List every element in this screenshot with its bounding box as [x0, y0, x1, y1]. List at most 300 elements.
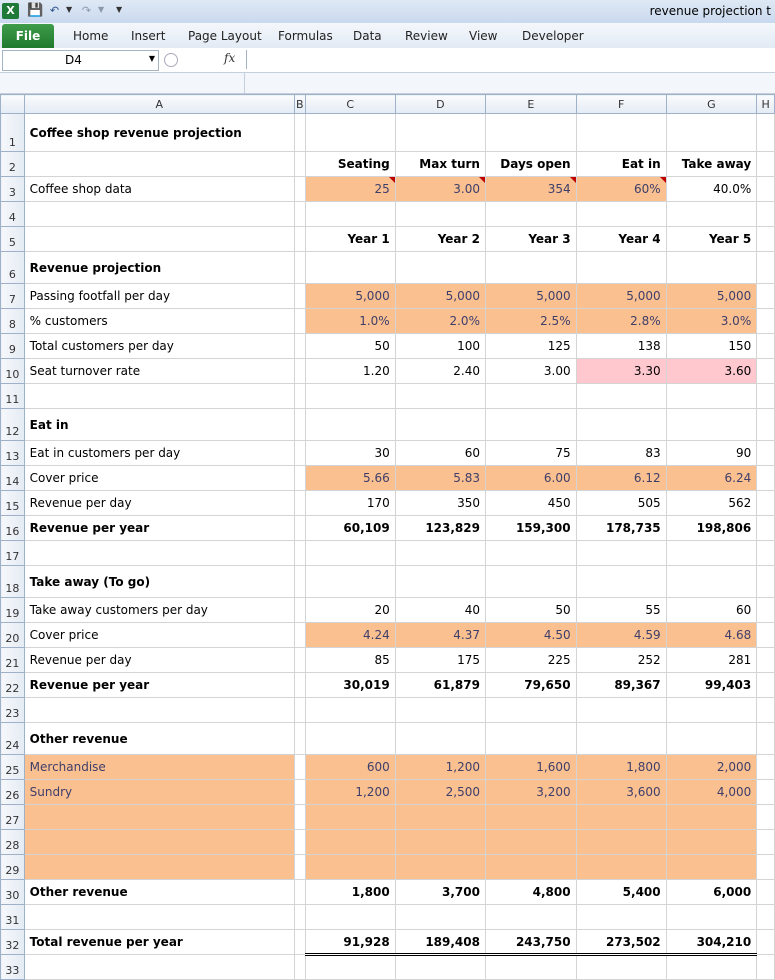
input-cell[interactable]: [666, 805, 757, 830]
value-cell[interactable]: 75: [485, 441, 576, 466]
cell[interactable]: [294, 905, 305, 930]
cell[interactable]: [576, 114, 666, 152]
cell[interactable]: [24, 905, 294, 930]
input-cell[interactable]: 4.37: [395, 623, 485, 648]
cell[interactable]: [305, 723, 395, 755]
cell[interactable]: [757, 227, 775, 252]
input-cell[interactable]: 2,500: [395, 780, 485, 805]
input-cell[interactable]: [305, 805, 395, 830]
cell[interactable]: [24, 955, 294, 980]
cell[interactable]: [757, 855, 775, 880]
total-cell[interactable]: 178,735: [576, 516, 666, 541]
cell[interactable]: [576, 698, 666, 723]
cell[interactable]: [485, 723, 576, 755]
input-cell[interactable]: 3,600: [576, 780, 666, 805]
value-cell[interactable]: 125: [485, 334, 576, 359]
cell[interactable]: [666, 114, 757, 152]
column-header-e[interactable]: E: [485, 95, 576, 114]
total-cell[interactable]: 1,800: [305, 880, 395, 905]
tab-view[interactable]: View: [469, 29, 498, 43]
cell[interactable]: [294, 623, 305, 648]
cell[interactable]: [24, 227, 294, 252]
resize-handle-icon[interactable]: [164, 53, 178, 67]
cell[interactable]: [576, 409, 666, 441]
input-cell[interactable]: [666, 830, 757, 855]
header-take-away[interactable]: Take away: [666, 152, 757, 177]
cell[interactable]: [305, 566, 395, 598]
total-cell[interactable]: 159,300: [485, 516, 576, 541]
cell[interactable]: [395, 566, 485, 598]
input-cell[interactable]: 4.59: [576, 623, 666, 648]
row-header[interactable]: 26: [1, 780, 25, 805]
row-label[interactable]: Revenue per year: [24, 673, 294, 698]
input-cell[interactable]: 1,200: [395, 755, 485, 780]
redo-dropdown-icon[interactable]: ▼: [98, 5, 105, 14]
column-header-a[interactable]: A: [24, 95, 294, 114]
cell[interactable]: [757, 334, 775, 359]
input-cell[interactable]: 5,000: [485, 284, 576, 309]
value-cell[interactable]: 350: [395, 491, 485, 516]
value-cell[interactable]: 60: [666, 598, 757, 623]
cell[interactable]: [757, 830, 775, 855]
row-header[interactable]: 33: [1, 955, 25, 980]
cell[interactable]: [757, 805, 775, 830]
cell[interactable]: [485, 566, 576, 598]
section-heading[interactable]: Revenue projection: [24, 252, 294, 284]
row-header[interactable]: 9: [1, 334, 25, 359]
row-header[interactable]: 13: [1, 441, 25, 466]
total-cell[interactable]: 123,829: [395, 516, 485, 541]
cell[interactable]: [294, 491, 305, 516]
value-cell[interactable]: 40: [395, 598, 485, 623]
input-cell[interactable]: 4.68: [666, 623, 757, 648]
cell[interactable]: [757, 598, 775, 623]
input-cell[interactable]: 2.8%: [576, 309, 666, 334]
row-header[interactable]: 10: [1, 359, 25, 384]
section-heading[interactable]: Other revenue: [24, 723, 294, 755]
row-header[interactable]: 27: [1, 805, 25, 830]
value-cell[interactable]: 100: [395, 334, 485, 359]
value-cell[interactable]: 225: [485, 648, 576, 673]
value-cell[interactable]: 562: [666, 491, 757, 516]
cell[interactable]: [485, 955, 576, 980]
cell[interactable]: [294, 805, 305, 830]
input-cell[interactable]: 5,000: [576, 284, 666, 309]
cell[interactable]: [666, 409, 757, 441]
total-cell[interactable]: 4,800: [485, 880, 576, 905]
tab-file[interactable]: File: [2, 24, 54, 48]
cell[interactable]: [666, 905, 757, 930]
row-header[interactable]: 29: [1, 855, 25, 880]
input-cell[interactable]: [395, 855, 485, 880]
row-label[interactable]: Revenue per year: [24, 516, 294, 541]
row-header[interactable]: 17: [1, 541, 25, 566]
cell[interactable]: [294, 441, 305, 466]
value-cell[interactable]: 505: [576, 491, 666, 516]
value-cell[interactable]: 40.0%: [666, 177, 757, 202]
cell[interactable]: [757, 541, 775, 566]
tab-data[interactable]: Data: [353, 29, 382, 43]
column-header-h[interactable]: H: [757, 95, 775, 114]
value-cell[interactable]: 1.20: [305, 359, 395, 384]
input-cell[interactable]: 4.50: [485, 623, 576, 648]
cell[interactable]: [395, 409, 485, 441]
input-cell[interactable]: 5,000: [666, 284, 757, 309]
cell[interactable]: [757, 648, 775, 673]
total-cell[interactable]: 6,000: [666, 880, 757, 905]
input-cell[interactable]: 5.83: [395, 466, 485, 491]
name-box-dropdown-icon[interactable]: ▼: [148, 54, 155, 63]
cell[interactable]: [576, 202, 666, 227]
tab-developer[interactable]: Developer: [522, 29, 584, 43]
cell[interactable]: [305, 955, 395, 980]
value-cell[interactable]: 85: [305, 648, 395, 673]
cell[interactable]: [305, 698, 395, 723]
input-cell[interactable]: 2.0%: [395, 309, 485, 334]
input-cell[interactable]: [395, 805, 485, 830]
value-cell[interactable]: 450: [485, 491, 576, 516]
cell[interactable]: [395, 698, 485, 723]
row-header[interactable]: 15: [1, 491, 25, 516]
cell[interactable]: [294, 780, 305, 805]
header-seating[interactable]: Seating: [305, 152, 395, 177]
total-cell[interactable]: 99,403: [666, 673, 757, 698]
row-header[interactable]: 12: [1, 409, 25, 441]
row-label[interactable]: Eat in customers per day: [24, 441, 294, 466]
tab-page-layout[interactable]: Page Layout: [188, 29, 262, 43]
formula-input[interactable]: [246, 50, 774, 69]
row-header[interactable]: 22: [1, 673, 25, 698]
cell[interactable]: [666, 252, 757, 284]
total-cell[interactable]: 5,400: [576, 880, 666, 905]
cell[interactable]: [294, 855, 305, 880]
cell[interactable]: [666, 723, 757, 755]
total-cell[interactable]: 60,109: [305, 516, 395, 541]
cell[interactable]: [294, 880, 305, 905]
row-header[interactable]: 25: [1, 755, 25, 780]
grand-total-cell[interactable]: 243,750: [485, 930, 576, 955]
input-cell[interactable]: 5.66: [305, 466, 395, 491]
cell[interactable]: [485, 409, 576, 441]
cell[interactable]: [485, 905, 576, 930]
cell[interactable]: [757, 755, 775, 780]
grand-total-cell[interactable]: 91,928: [305, 930, 395, 955]
input-cell[interactable]: [485, 855, 576, 880]
value-cell[interactable]: 175: [395, 648, 485, 673]
row-header[interactable]: 3: [1, 177, 25, 202]
cell[interactable]: [757, 930, 775, 955]
row-label[interactable]: Revenue per day: [24, 491, 294, 516]
input-cell[interactable]: 5,000: [395, 284, 485, 309]
row-header[interactable]: 18: [1, 566, 25, 598]
cell[interactable]: [666, 202, 757, 227]
cell[interactable]: [294, 830, 305, 855]
input-label[interactable]: [24, 805, 294, 830]
value-cell[interactable]: 252: [576, 648, 666, 673]
cell[interactable]: [757, 384, 775, 409]
input-cell[interactable]: [485, 805, 576, 830]
cell[interactable]: [395, 114, 485, 152]
value-cell[interactable]: 60: [395, 441, 485, 466]
cell[interactable]: [294, 359, 305, 384]
cell[interactable]: [294, 698, 305, 723]
cell[interactable]: [294, 309, 305, 334]
row-label[interactable]: Revenue per day: [24, 648, 294, 673]
input-cell[interactable]: 4.24: [305, 623, 395, 648]
year-header[interactable]: Year 2: [395, 227, 485, 252]
cell[interactable]: [294, 334, 305, 359]
value-cell[interactable]: 281: [666, 648, 757, 673]
row-header[interactable]: 5: [1, 227, 25, 252]
column-header-f[interactable]: F: [576, 95, 666, 114]
input-cell[interactable]: [485, 830, 576, 855]
cell[interactable]: [305, 114, 395, 152]
grand-total-cell[interactable]: 304,210: [666, 930, 757, 955]
header-eat-in[interactable]: Eat in: [576, 152, 666, 177]
row-header[interactable]: 30: [1, 880, 25, 905]
cell[interactable]: [294, 177, 305, 202]
cell[interactable]: [757, 955, 775, 980]
cell[interactable]: [395, 723, 485, 755]
cell[interactable]: [576, 723, 666, 755]
row-header[interactable]: 24: [1, 723, 25, 755]
cell[interactable]: [294, 598, 305, 623]
total-cell[interactable]: 89,367: [576, 673, 666, 698]
row-header[interactable]: 21: [1, 648, 25, 673]
column-header-d[interactable]: D: [395, 95, 485, 114]
cell[interactable]: [395, 955, 485, 980]
column-header-b[interactable]: B: [294, 95, 305, 114]
insert-function-icon[interactable]: fx: [224, 51, 236, 65]
tab-home[interactable]: Home: [73, 29, 109, 43]
cell[interactable]: [485, 114, 576, 152]
cell[interactable]: [757, 623, 775, 648]
input-cell[interactable]: 60%: [576, 177, 666, 202]
row-label[interactable]: Take away customers per day: [24, 598, 294, 623]
input-cell[interactable]: 6.00: [485, 466, 576, 491]
input-label[interactable]: [24, 830, 294, 855]
row-label[interactable]: % customers: [24, 309, 294, 334]
row-label[interactable]: Passing footfall per day: [24, 284, 294, 309]
section-heading[interactable]: Take away (To go): [24, 566, 294, 598]
cell[interactable]: [395, 384, 485, 409]
year-header[interactable]: Year 3: [485, 227, 576, 252]
cell[interactable]: [666, 698, 757, 723]
total-cell[interactable]: 61,879: [395, 673, 485, 698]
undo-dropdown-icon[interactable]: ▼: [66, 5, 73, 14]
input-cell[interactable]: [576, 830, 666, 855]
cell[interactable]: [757, 466, 775, 491]
cell[interactable]: [294, 541, 305, 566]
row-header[interactable]: 20: [1, 623, 25, 648]
input-cell[interactable]: 5,000: [305, 284, 395, 309]
cell[interactable]: [666, 955, 757, 980]
save-icon[interactable]: 💾: [27, 3, 44, 18]
cell[interactable]: [576, 541, 666, 566]
cell[interactable]: [294, 114, 305, 152]
cell[interactable]: [757, 441, 775, 466]
row-header[interactable]: 6: [1, 252, 25, 284]
input-cell[interactable]: [395, 830, 485, 855]
cell[interactable]: [576, 955, 666, 980]
cell[interactable]: [485, 202, 576, 227]
cell[interactable]: [24, 384, 294, 409]
input-cell[interactable]: 3,200: [485, 780, 576, 805]
cell[interactable]: [576, 566, 666, 598]
year-header[interactable]: Year 5: [666, 227, 757, 252]
cell[interactable]: [294, 409, 305, 441]
input-cell[interactable]: [666, 855, 757, 880]
input-cell[interactable]: 4,000: [666, 780, 757, 805]
undo-icon[interactable]: ↶: [49, 4, 60, 17]
cell[interactable]: [305, 541, 395, 566]
row-header[interactable]: 1: [1, 114, 25, 152]
row-label[interactable]: Cover price: [24, 466, 294, 491]
value-cell[interactable]: 170: [305, 491, 395, 516]
value-cell[interactable]: 3.00: [485, 359, 576, 384]
input-cell[interactable]: 2,000: [666, 755, 757, 780]
value-cell[interactable]: 30: [305, 441, 395, 466]
cell[interactable]: [757, 309, 775, 334]
cell[interactable]: [757, 284, 775, 309]
cell[interactable]: [757, 516, 775, 541]
input-cell[interactable]: 1.0%: [305, 309, 395, 334]
cell[interactable]: [294, 384, 305, 409]
redo-icon[interactable]: ↷: [81, 4, 92, 17]
cell[interactable]: [666, 384, 757, 409]
row-header[interactable]: 11: [1, 384, 25, 409]
customize-toolbar-icon[interactable]: ▼: [116, 5, 123, 14]
input-cell[interactable]: [576, 805, 666, 830]
cell[interactable]: [576, 384, 666, 409]
value-cell[interactable]: 55: [576, 598, 666, 623]
cell[interactable]: [757, 177, 775, 202]
cell[interactable]: [294, 930, 305, 955]
input-cell[interactable]: 3.00: [395, 177, 485, 202]
cell[interactable]: [757, 566, 775, 598]
row-header[interactable]: 19: [1, 598, 25, 623]
input-cell[interactable]: 1,600: [485, 755, 576, 780]
select-all-corner[interactable]: [1, 95, 25, 114]
input-cell[interactable]: [305, 855, 395, 880]
column-header-c[interactable]: C: [305, 95, 395, 114]
row-label[interactable]: Coffee shop data: [24, 177, 294, 202]
input-cell[interactable]: 6.12: [576, 466, 666, 491]
warning-cell[interactable]: 3.60: [666, 359, 757, 384]
row-header[interactable]: 14: [1, 466, 25, 491]
name-box[interactable]: [2, 50, 159, 71]
row-header[interactable]: 16: [1, 516, 25, 541]
cell[interactable]: [576, 252, 666, 284]
cell[interactable]: [24, 152, 294, 177]
row-header[interactable]: 8: [1, 309, 25, 334]
cell[interactable]: [294, 755, 305, 780]
input-cell[interactable]: 3.0%: [666, 309, 757, 334]
year-header[interactable]: Year 4: [576, 227, 666, 252]
cell[interactable]: [666, 541, 757, 566]
total-cell[interactable]: 3,700: [395, 880, 485, 905]
input-cell[interactable]: 1,800: [576, 755, 666, 780]
cell[interactable]: [485, 541, 576, 566]
cell[interactable]: [24, 541, 294, 566]
sheet-title[interactable]: Coffee shop revenue projection: [24, 114, 294, 152]
total-cell[interactable]: 198,806: [666, 516, 757, 541]
row-label[interactable]: Other revenue: [24, 880, 294, 905]
column-header-g[interactable]: G: [666, 95, 757, 114]
grand-total-cell[interactable]: 273,502: [576, 930, 666, 955]
cell[interactable]: [305, 905, 395, 930]
cell[interactable]: [757, 409, 775, 441]
cell[interactable]: [24, 698, 294, 723]
cell[interactable]: [24, 202, 294, 227]
cell[interactable]: [294, 284, 305, 309]
row-header[interactable]: 23: [1, 698, 25, 723]
row-label[interactable]: Cover price: [24, 623, 294, 648]
cell[interactable]: [757, 152, 775, 177]
cell[interactable]: [294, 673, 305, 698]
row-header[interactable]: 32: [1, 930, 25, 955]
selected-cell[interactable]: [395, 202, 485, 227]
row-label[interactable]: Seat turnover rate: [24, 359, 294, 384]
value-cell[interactable]: 2.40: [395, 359, 485, 384]
input-cell[interactable]: 354: [485, 177, 576, 202]
cell[interactable]: [757, 723, 775, 755]
cell[interactable]: [757, 202, 775, 227]
cell[interactable]: [294, 723, 305, 755]
warning-cell[interactable]: 3.30: [576, 359, 666, 384]
cell[interactable]: [294, 955, 305, 980]
value-cell[interactable]: 138: [576, 334, 666, 359]
value-cell[interactable]: 90: [666, 441, 757, 466]
input-label[interactable]: [24, 855, 294, 880]
section-heading[interactable]: Eat in: [24, 409, 294, 441]
input-cell[interactable]: 1,200: [305, 780, 395, 805]
cell[interactable]: [757, 780, 775, 805]
cell[interactable]: [305, 409, 395, 441]
row-header[interactable]: 2: [1, 152, 25, 177]
cell[interactable]: [485, 384, 576, 409]
cell[interactable]: [757, 252, 775, 284]
cell[interactable]: [757, 114, 775, 152]
cell[interactable]: [757, 359, 775, 384]
value-cell[interactable]: 20: [305, 598, 395, 623]
row-label[interactable]: Total customers per day: [24, 334, 294, 359]
grand-total-cell[interactable]: 189,408: [395, 930, 485, 955]
cell[interactable]: [395, 252, 485, 284]
cell[interactable]: [294, 566, 305, 598]
cell[interactable]: [395, 541, 485, 566]
cell[interactable]: [757, 698, 775, 723]
cell[interactable]: [576, 905, 666, 930]
cell[interactable]: [294, 202, 305, 227]
header-max-turn[interactable]: Max turn: [395, 152, 485, 177]
value-cell[interactable]: 83: [576, 441, 666, 466]
cell[interactable]: [305, 252, 395, 284]
cell[interactable]: [485, 252, 576, 284]
year-header[interactable]: Year 1: [305, 227, 395, 252]
cell[interactable]: [294, 252, 305, 284]
row-header[interactable]: 31: [1, 905, 25, 930]
value-cell[interactable]: 150: [666, 334, 757, 359]
tab-review[interactable]: Review: [405, 29, 448, 43]
row-header[interactable]: 7: [1, 284, 25, 309]
cell[interactable]: [305, 384, 395, 409]
cell[interactable]: [294, 227, 305, 252]
excel-icon[interactable]: X: [2, 3, 19, 19]
tab-insert[interactable]: Insert: [131, 29, 166, 43]
total-cell[interactable]: 79,650: [485, 673, 576, 698]
cell[interactable]: [294, 516, 305, 541]
